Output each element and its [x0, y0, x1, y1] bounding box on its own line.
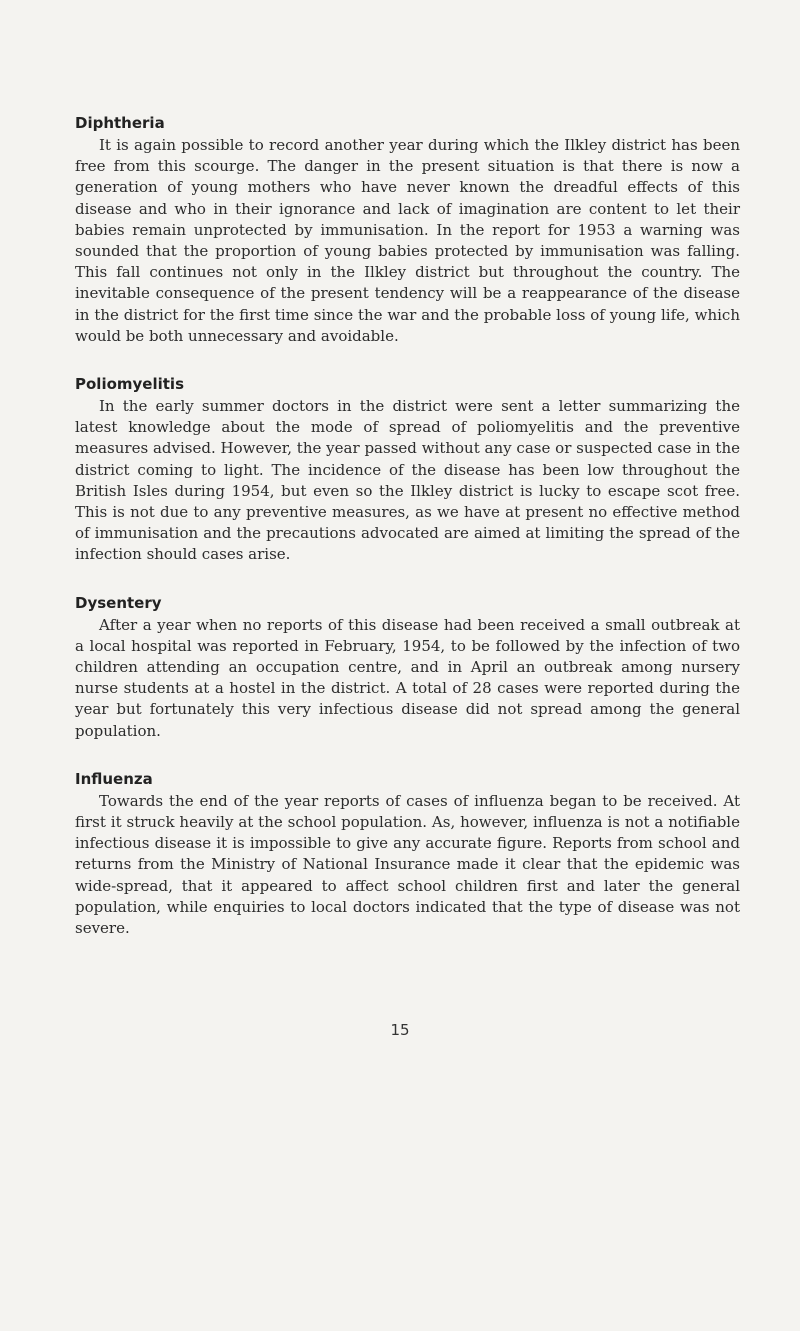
section-body: It is again possible to record another year during which the Ilkley district has been free from this scourge. The danger in the present situation is that there is now a generation of young mothers who have never known the dreadful effects of this disease and who in their ignorance and lack of imagination are content to let their babies remain unprotected by immunisation. In the report for 1953 a warning was sounded that the proportion of young babies protected by immunisation was falling. This fall continues not only in the Ilkley district but throughout the country. The inevitable consequence of the present tendency will be a reappearance of the disease in the district for the first time since the war and the probable loss of young life, which would be both unnecessary and avoidable.: [75, 136, 740, 345]
section-poliomyelitis: [75, 374, 740, 566]
section-heading: Poliomyelitis: [75, 375, 184, 394]
section-body: After a year when no reports of this disease had been received a small outbreak at a local hospital was reported in February, 1954, to be followed by the infection of two children attending an occupation centre, and in April an outbreak among nursery nurse students at a hostel in the district. A total of 28 cases were reported during the year but fortunately this very infectious disease did not spread among the general population.: [75, 615, 740, 740]
section-body: In the early summer doctors in the district were sent a letter summarizing the latest knowledge about the mode of spread of poliomyelitis and the preventive measures advised. However, the year passed without any case or suspected case in the district coming to light. The incidence of the disease has been low throughout the British Isles during 1954, but even so the Ilkley district is lucky to escape scot free. This is not due to any preventive measures, as we have at present no effective method of immunisation and the precautions advocated are aimed at limiting the spread of the infection should cases arise.: [75, 397, 740, 564]
section-dysentery: [75, 593, 740, 742]
section-diphtheria: [75, 113, 740, 347]
section-influenza: [75, 769, 740, 939]
page-number: 15: [390, 1021, 410, 1039]
section-body: Towards the end of the year reports of cases of influenza began to be received. At first it struck heavily at the school population. As, however, influenza is not a notifiable infectious disease it is impossible to give any accurate figure. Reports from school and returns from the Ministry of National Insurance made it clear that the epidemic was wide-spread, that it appeared to affect school children first and later the general population, while enquiries to local doctors indicated that the type of disease was not severe.: [75, 791, 740, 938]
section-heading: Dysentery: [75, 593, 162, 612]
section-heading: Influenza: [75, 769, 153, 788]
section-heading: Diphtheria: [75, 114, 165, 132]
